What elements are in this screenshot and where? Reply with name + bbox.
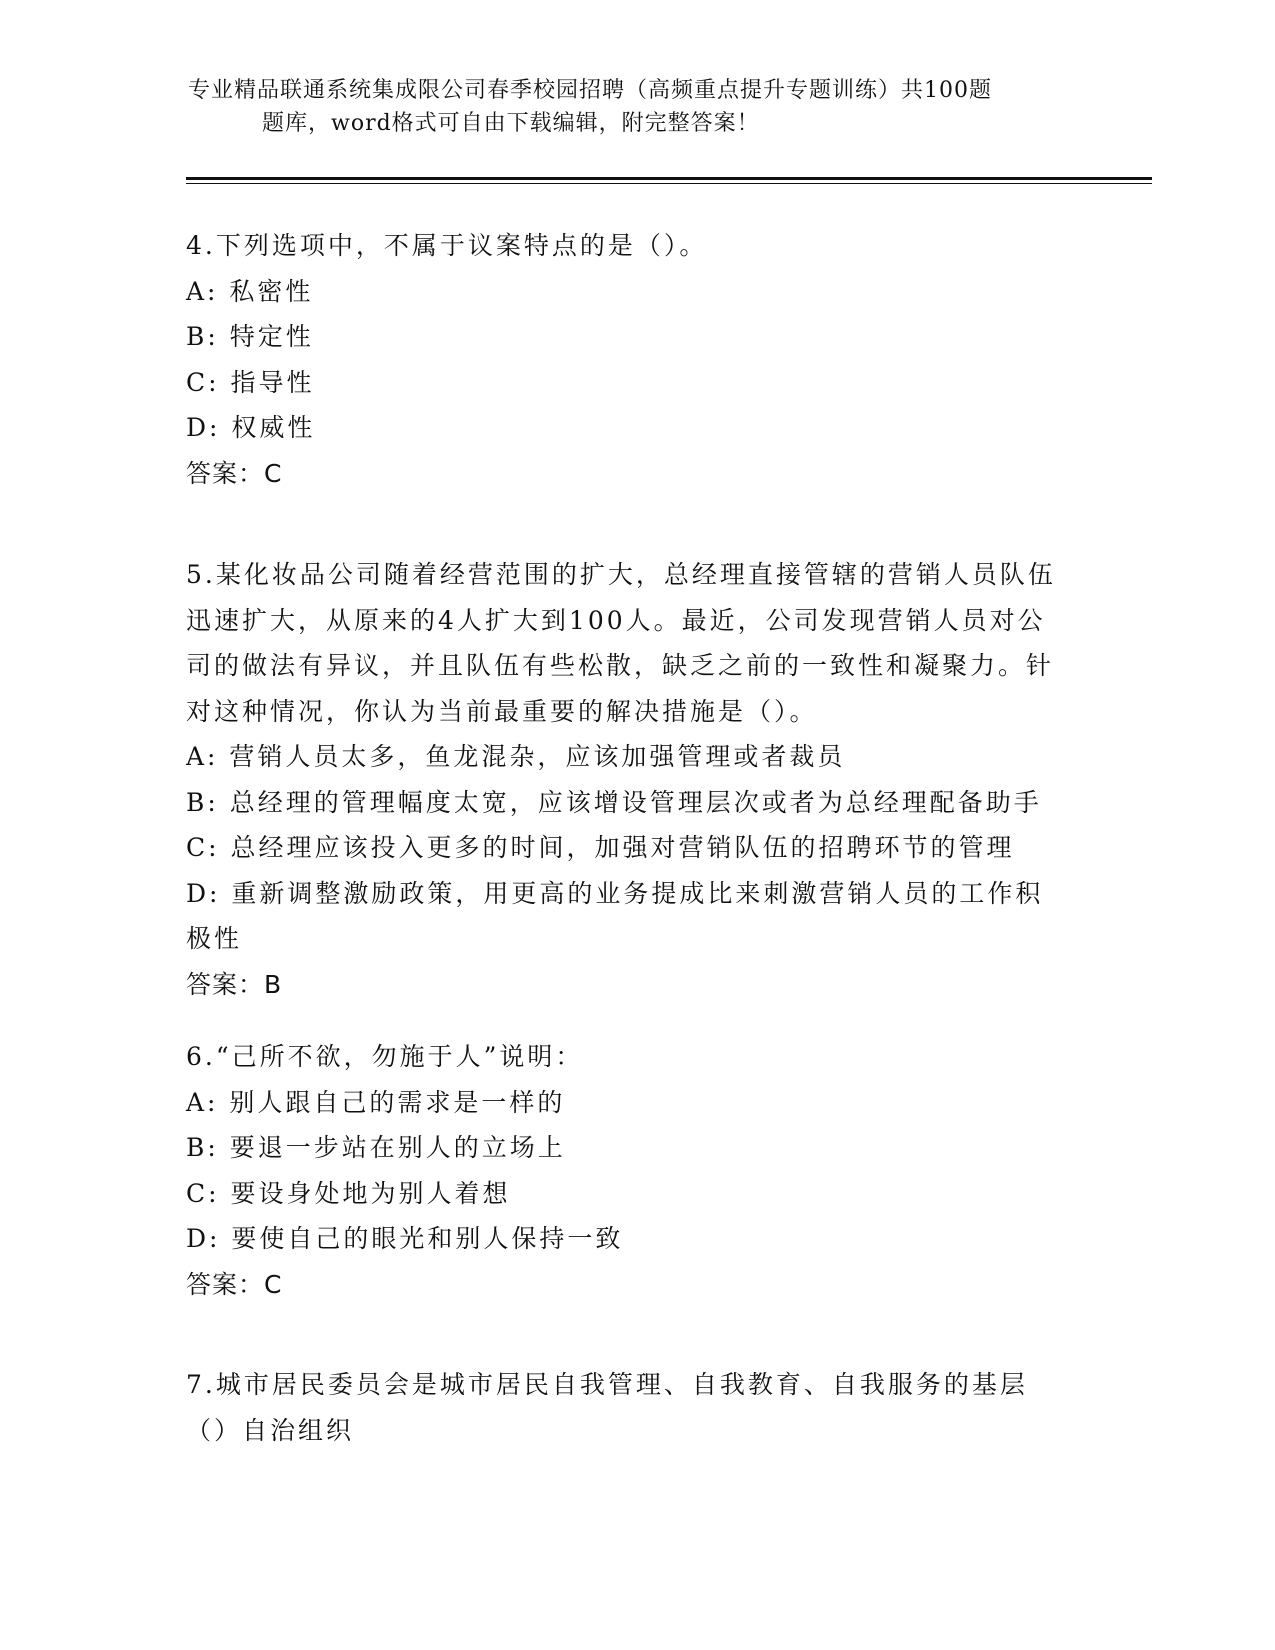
question-text: 4.下列选项中，不属于议案特点的是（）。 [186, 231, 708, 260]
option-a: A: 别人跟自己的需求是一样的 [186, 1087, 566, 1117]
option-c: C: 要设身处地为别人着想 [186, 1178, 511, 1208]
option-c: C: 指导性 [186, 367, 315, 397]
question-text: 7.城市居民委员会是城市居民自我管理、自我教育、自我服务的基层（）自治组织 [186, 1370, 1028, 1445]
answer: 答案：B [186, 969, 283, 999]
header-title-line2: 题库，word格式可自由下载编辑，附完整答案！ [262, 111, 760, 136]
question-5 [186, 552, 1056, 1007]
answer: 答案：C [186, 1269, 283, 1299]
option-d: D: 要使自己的眼光和别人保持一致 [186, 1224, 624, 1253]
option-b: B: 总经理的管理幅度太宽，应该增设管理层次或者为总经理配备助手 [186, 787, 1042, 817]
header-title-line1: 专业精品联通系统集成限公司春季校园招聘（高频重点提升专题训练）共100题 [188, 78, 992, 103]
question-7 [186, 1362, 1046, 1453]
question-text: 5.某化妆品公司随着经营范围的扩大，总经理直接管辖的营销人员队伍迅速扩大，从原来的4人扩大到100人。最近，公司发现营销人员对公司的做法有异议，并且队伍有些松散，缺乏之前的一致性和凝聚力。针对这种情况，你认为当前最重要的解决措施是（）。 [186, 560, 1056, 726]
option-b: B: 特定性 [186, 322, 314, 351]
answer: 答案：C [186, 458, 283, 488]
question-text: 6.“己所不欲，勿施于人”说明： [186, 1042, 584, 1071]
header-rule-thick [186, 177, 1152, 180]
option-d: D: 权威性 [186, 413, 316, 442]
header-rule-thin [186, 183, 1152, 184]
question-6 [186, 1034, 1086, 1307]
option-d: D: 重新调整激励政策，用更高的业务提成比来刺激营销人员的工作积极性 [186, 878, 1044, 953]
option-c: C: 总经理应该投入更多的时间，加强对营销队伍的招聘环节的管理 [186, 833, 1015, 862]
option-b: B: 要退一步站在别人的立场上 [186, 1133, 566, 1162]
option-a: A: 私密性 [186, 276, 314, 306]
question-4 [186, 223, 1086, 496]
option-a: A: 营销人员太多，鱼龙混杂，应该加强管理或者裁员 [186, 742, 846, 771]
document-header [188, 74, 1068, 140]
